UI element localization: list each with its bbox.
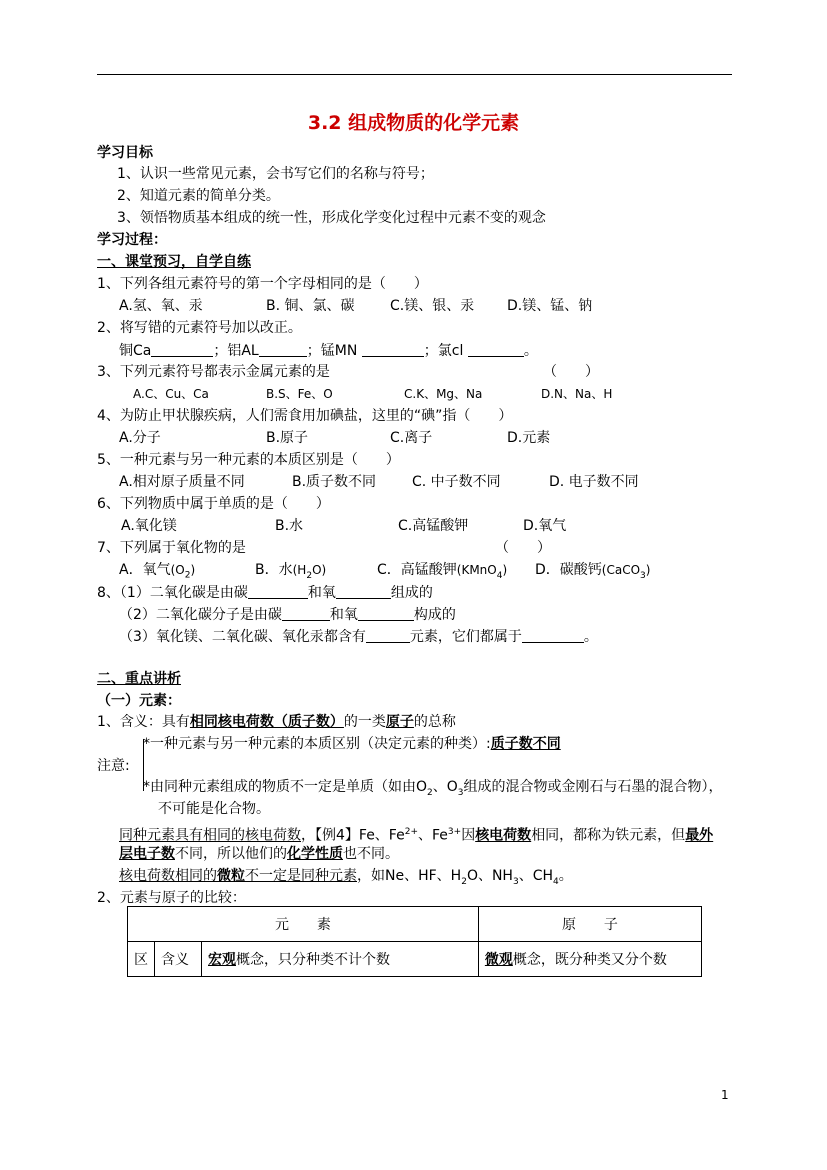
q4-option: B.原子 — [266, 430, 309, 446]
q7-answer-paren: （ ） — [495, 540, 551, 556]
q6-option: D.氧气 — [523, 518, 567, 534]
table-cell: 宏观概念，只分种类不计个数 — [202, 942, 479, 977]
blank — [468, 342, 524, 357]
q6-option: C.高锰酸钾 — [398, 518, 469, 534]
paragraph-line: 同种元素具有相同的核电荷数，【例4】Fe、$Fe^{2+}$、$Fe^{3+}$因核电荷数相同，都称为铁元素，但最外 — [119, 827, 714, 844]
table-row — [128, 942, 702, 977]
q6-option: B.水 — [275, 518, 304, 534]
q4-option: D.元素 — [507, 430, 551, 446]
q1-option: A.氢、氧、汞 — [119, 298, 203, 314]
comparison-table — [127, 906, 702, 977]
note-1: *一种元素与另一种元素的本质区别（决定元素的种类）:质子数不同 — [143, 736, 561, 752]
question-8-3: （3）氧化镁、二氧化碳、氧化汞都含有 元素，它们都属于 。 — [119, 629, 598, 645]
q2-item: 。 — [523, 343, 538, 359]
table-header: 原 子 — [478, 907, 701, 942]
note-2: *由同种元素组成的物质不一定是单质（如由$O_2$、$O_3$组成的混合物或金刚石与石墨的混合物）， — [143, 779, 723, 798]
question-8-2: （2）二氧化碳分子是由碳 和氧 构成的 — [119, 607, 456, 623]
q3-option: C.K、Mg、Na — [404, 387, 483, 401]
definition: 1、含义：具有相同核电荷数（质子数）的一类原子的总称 — [97, 714, 456, 730]
q5-option: C. 中子数不同 — [412, 474, 501, 490]
q5-option: A.相对原子质量不同 — [119, 474, 245, 490]
q3-option: A.C、Cu、Ca — [133, 387, 209, 401]
table-header: 元 素 — [128, 907, 479, 942]
blank — [358, 606, 414, 621]
q2-item: ；铝AL — [213, 343, 259, 359]
question-5: 5、一种元素与另一种元素的本质区别是（ ） — [97, 452, 400, 468]
question-3: 3、下列元素符号都表示金属元素的是 — [97, 364, 330, 380]
q1-option: D.镁、锰、钠 — [507, 298, 593, 314]
q7-option: B．水$(H_2O)$ — [255, 562, 327, 581]
paragraph-line: 层电子数不同，所以他们的化学性质也不同。 — [119, 846, 399, 862]
q7-option: A．氧气$(O_2)$ — [119, 562, 196, 581]
process-heading: 学习过程： — [97, 232, 167, 248]
q2-item: 铜Ca — [119, 343, 152, 359]
q5-option: D. 电子数不同 — [549, 474, 639, 490]
blank — [336, 584, 391, 599]
question-6: 6、下列物质中属于单质的是（ ） — [97, 496, 330, 512]
note-label: 注意: — [97, 758, 130, 774]
q2-item: ；锰MN — [306, 343, 358, 359]
note-3: 不可能是化合物。 — [158, 801, 270, 817]
blank — [362, 342, 424, 357]
table-cell: 区 — [128, 942, 155, 977]
question-4: 4、为防止甲状腺疾病，人们需食用加碘盐，这里的“碘”指（ ） — [97, 408, 513, 424]
goals-heading: 学习目标 — [97, 145, 153, 161]
q4-option: A.分子 — [119, 430, 161, 446]
table-cell: 含义 — [155, 942, 202, 977]
question-8-1: 8、（1）二氧化碳是由碳 和氧 组成的 — [97, 585, 433, 601]
blank — [248, 584, 308, 599]
compare-heading: 2、元素与原子的比较： — [97, 890, 246, 906]
q7-option: D．碳酸钙(CaCO$_3$) — [535, 562, 651, 581]
question-7: 7、下列属于氧化物的是 — [97, 540, 246, 556]
q7-option: C．高锰酸钾(KMnO$_4$) — [377, 562, 508, 581]
section2-heading: 二、重点讲析 — [97, 671, 181, 687]
question-1: 1、下列各组元素符号的第一个字母相同的是（ ） — [97, 276, 428, 292]
blank — [259, 342, 307, 357]
q1-option: C.镁、银、汞 — [390, 298, 475, 314]
q5-option: B.质子数不同 — [292, 474, 377, 490]
blank — [366, 628, 410, 643]
goal-item: 1、认识一些常见元素，会书写它们的名称与符号； — [117, 166, 434, 182]
q1-option: B. 铜、氯、碳 — [266, 298, 355, 314]
q6-option: A.氧化镁 — [121, 518, 177, 534]
table-row — [128, 907, 702, 942]
q2-item: ；氯cl — [423, 343, 464, 359]
paragraph-line: 核电荷数相同的微粒不一定是同种元素，如Ne、HF、$H_2O$、$NH_3$、$CH_4$。 — [119, 868, 573, 887]
blank — [522, 628, 584, 643]
table-cell: 微观概念，既分种类又分个数 — [478, 942, 701, 977]
blank — [151, 342, 213, 357]
blank — [282, 606, 330, 621]
q2-fill-line — [119, 341, 538, 361]
q3-option: B.S、Fe、O — [266, 387, 333, 401]
subsection-element: （一）元素： — [97, 693, 181, 709]
header-rule — [97, 74, 732, 75]
section1-heading: 一、课堂预习，自学自练 — [97, 254, 251, 270]
q4-option: C.离子 — [390, 430, 433, 446]
question-2: 2、将写错的元素符号加以改正。 — [97, 320, 302, 336]
goal-item: 3、领悟物质基本组成的统一性，形成化学变化过程中元素不变的观念 — [117, 210, 546, 226]
goal-item: 2、知道元素的简单分类。 — [117, 188, 280, 204]
page-title: 3.2 组成物质的化学元素 — [307, 112, 520, 134]
page-number: 1 — [721, 1088, 729, 1102]
q3-answer-paren: （ ） — [543, 364, 599, 380]
q3-option: D.N、Na、H — [541, 387, 613, 401]
